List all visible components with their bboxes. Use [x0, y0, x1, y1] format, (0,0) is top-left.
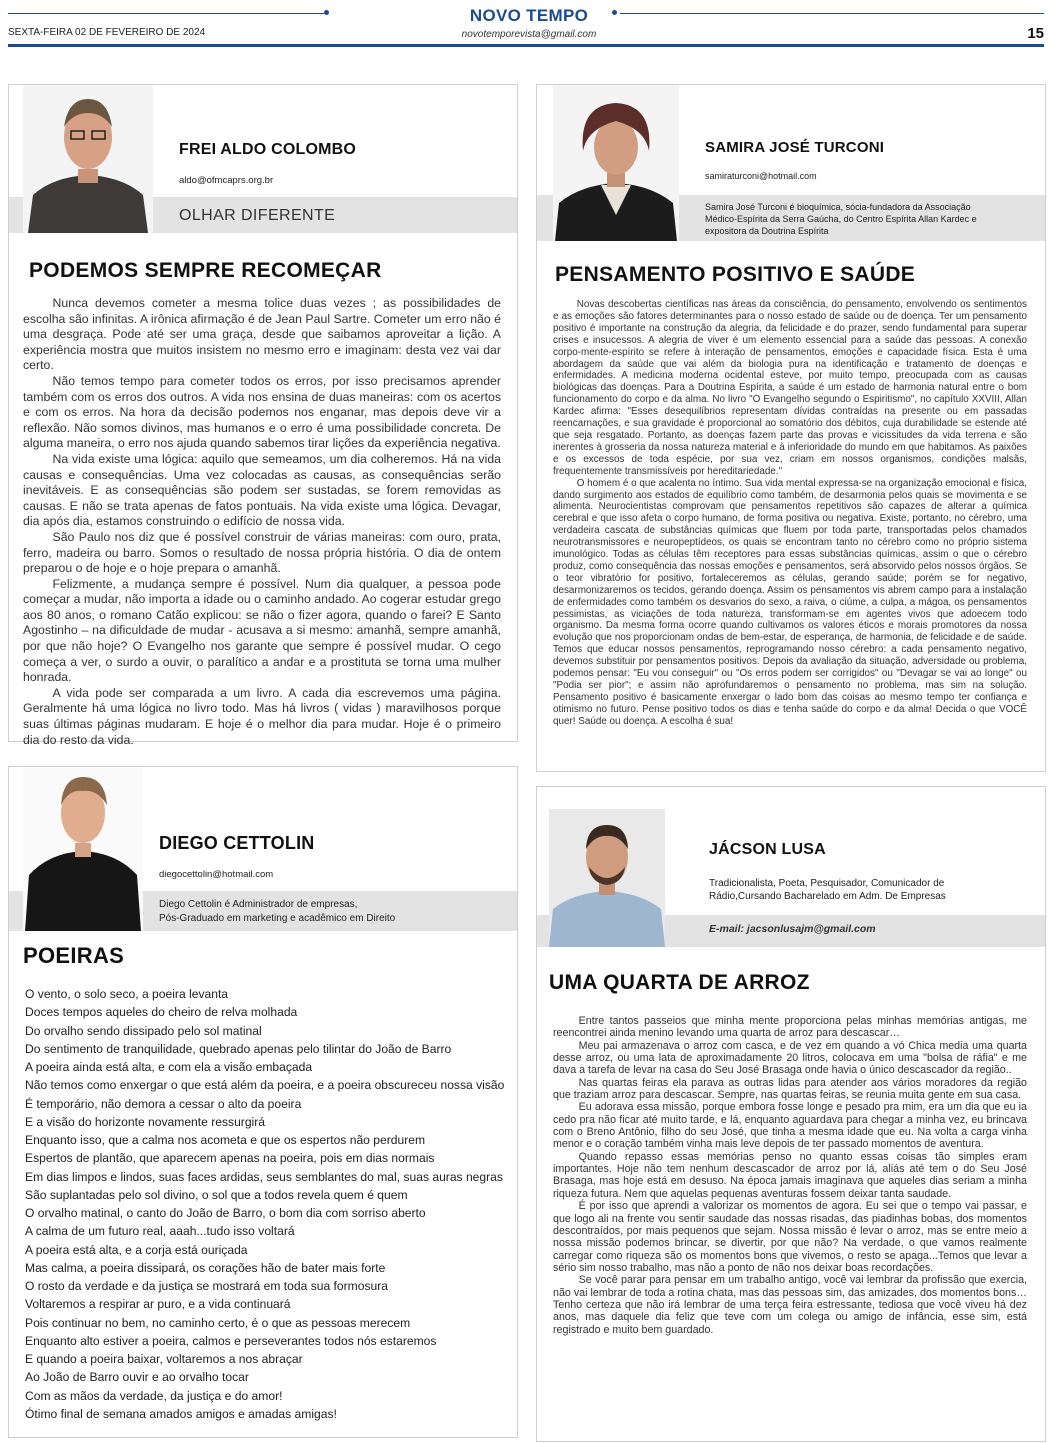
paragraph: A vida pode ser comparada a um livro. A cada dia escrevemos uma página. Geralmente há uma lógica no livro todo. Mas há livros ( vidas ) maravilhosos porque suas últimas páginas mudaram. E hoje é o melhor dia para mudar. Hoje é o primeiro dia do resto da vida. — [23, 685, 501, 747]
author-bio: Samira José Turconi é bioquímica, sócia-fundadora da Associação Médico-Espírita da Serra Gaúcha, do Centro Espírita Allan Kardec e expositora da Doutrina Espírita — [705, 202, 977, 236]
poem-line: Ótimo final de semana amados amigos e amadas amigas! — [25, 1406, 337, 1421]
paragraph: Nas quartas feiras ela parava as outras lidas para atender aos vários moradores da região que traziam arroz para descascar. Sempre, nas quartas feiras, se reunia muita gente em sua casa. — [553, 1076, 1027, 1102]
poem-line: A poeira ainda está alta, e com ela a visão embaçada — [25, 1060, 313, 1074]
poem-line: A poeira está alta, e a corja está ouriçada — [25, 1242, 248, 1257]
article-jacson — [536, 786, 1046, 1442]
author-bio-line: Diego Cettolin é Administrador de empresas, — [159, 899, 358, 910]
author-name: FREI ALDO COLOMBO — [179, 141, 357, 158]
paragraph: Se você parar para pensar em um trabalho antigo, você vai lembrar da profissão que exercia, não vai lembrar de toda a rotina chata, mas das pessoas sim, das amizades, dos momentos bons…Tenho certeza que não irá lembrar de uma terça feira estressante, tediosa que você viveu há dez anos, mas daquele dia feliz que teve com um colega ou amigo de infância, esse sim, está registrado e muito bem guardado. — [553, 1274, 1027, 1336]
section-title: OLHAR DIFERENTE — [179, 207, 336, 224]
paragraph: O homem é o que acalenta no íntimo. Sua vida mental expressa-se na organização emocional e física, dando surgimento aos estados de equilíbrio como também, de desarmonia pelos quais se movimenta e se alimenta. Neurocientistas comprovam que pensamentos repetitivos são capazes de alterar a química cerebral e que isso afeta o corpo humano, de forma positiva ou negativa. Existe, portanto, no cérebro, uma verdadeira cascata de substâncias químicas que fluem por toda parte, transportadas pelos chamados neurotransmissores e neuropeptídeos, os quais se encontram tanto no cérebro como no próprio sistema imunológico. Todas as células têm receptores para essas substâncias químicas, assim o que o cérebro produz, como consequência das nossas emoções e pensamentos, será absorvido pelos nossos órgãos. Se o teor vibratório for positivo, fortaleceremos as células, gerando saúde; porém se for negativo, desarmonizaremos os tecidos, gerando doença. Assim os pensamentos vis abrem campo para a instalação de enfermidades como também os desvarios do sexo, a raiva, o ciúme, a culpa, a mágoa, os pensamentos pessimistas, as viciações de toda natureza, transformam-se em agentes vivos que adoecem todo organismo. Da mesma forma ocorre quando cultivamos os valores éticos e morais promotores da nossa evolução que nos proporcionam ondas de bem-estar, de esperança, de harmonia, de felicidade e de saúde. Temos que educar nossos pensamentos, reprogramando nosso cérebro: a cada pensamento negativo, devemos substituir por pensamentos positivos. Depois da avaliação da situação, adversidade ou problema, podemos pensar: "Eu vou conseguir" ou "Os erros podem ser corrigidos" ou "Devagar se vai ao longe" ou "Podia ser pior"; e assim não aprofundaremos o pensamento no problema, mas sim na solução. Pensamento positivo é basicamente enxergar o lado bom das coisas ao mesmo tempo ter confiança e otimismo no futuro. Pense positivo todos os dias e tenha saúde do corpo e da alma! Decida o que VOCÊ quer! Saúde ou doença. A escolha é sua! — [553, 477, 1027, 727]
newspaper-email[interactable]: novotemporevista@gmail.com — [461, 29, 597, 40]
poem-line: Mas calma, a poeira dissipará, os corações hão de bater mais forte — [25, 1260, 386, 1275]
poem-line: Enquanto alto estiver a poeira, calmos e perseverantes todos nós estaremos — [25, 1333, 437, 1348]
newspaper-title: NOVO TEMPO — [469, 6, 589, 25]
author-name: SAMIRA JOSÉ TURCONI — [705, 139, 885, 156]
article-diego — [8, 766, 518, 1438]
paragraph: Na vida existe uma lógica: aquilo que semeamos, um dia colheremos. Há na vida causas e consequências. Uma vez colocadas as causas, as consequências serão inevitáveis. E as consequências são podem ser sustadas, se forem removidas as causas. E não se trata apenas de fatos pontuais. Na vida existe uma lógica. Devagar, dia após dia, estamos construindo o edifício de nossa vida. — [23, 451, 501, 529]
poem-line: Em dias limpos e lindos, suas faces ardidas, seus semblantes do mal, suas auras negras — [25, 1169, 503, 1184]
article-body — [553, 299, 1027, 728]
page-number: 15 — [1027, 25, 1044, 42]
poem-line: E quando a poeira baixar, voltaremos a nos abraçar — [25, 1352, 303, 1366]
article-samira — [536, 84, 1046, 772]
poem-line: É temporário, não demora a cessar o alto da poeira — [25, 1096, 302, 1111]
author-photo-icon — [23, 85, 153, 233]
poem-body — [25, 985, 505, 1423]
author-name: JÁCSON LUSA — [709, 841, 826, 858]
author-name: DIEGO CETTOLIN — [159, 833, 315, 853]
poem-line: O orvalho matinal, o canto do João de Barro, o bom dia com sorriso aberto — [25, 1206, 426, 1220]
author-email[interactable]: E-mail: jacsonlusajm@gmail.com — [709, 923, 876, 935]
author-bio: Tradicionalista, Poeta, Pesquisador, Comunicador de Rádio,Cursando Bacharelado em Adm. De Empresas — [709, 878, 946, 902]
paragraph: São Paulo nos diz que é possível construir de várias maneiras: com ouro, prata, ferro, madeira ou barro. Somos o resultado de nossa própria história. O dia de ontem preparou o de hoje e o hoje prepara o amanhã. — [23, 529, 501, 576]
paragraph: Entre tantos passeios que minha mente proporciona pelas minhas memórias antigas, me reencontrei ainda menino levando uma quarta de arroz para descascar… — [553, 1015, 1027, 1040]
poem-line: E a visão do horizonte novamente ressurgirá — [25, 1114, 265, 1129]
poem-line: Não temos como enxergar o que está além da poeira, e a poeira obscureceu nossa visão — [25, 1078, 505, 1093]
poem-line: A calma de um futuro real, aaah...tudo isso voltará — [25, 1224, 295, 1239]
paragraph: Eu adorava essa missão, porque embora fosse longe e pesado pra mim, era um dia que eu ia cedo pra não ficar até muito tarde, e lá, enquanto aguardava para chegar a minha vez, eu brincava com o Breno Antônio, filho do seu José, que tinha a mesma idade que eu. Na volta a carga vinha menor e o coração também vinha mais leve depois de ter passado momentos de aventura. — [553, 1101, 1027, 1151]
paragraph: Novas descobertas científicas nas áreas da consciência, do pensamento, envolvendo os sentimentos e as emoções são fatores determinantes para o nosso estado de saúde ou de doença. Ter um pensamento positivo é importante na construção da alegria, da felicidade e do prazer, sendo fundamental para superar crises e insucessos. A alegria de viver é um elemento essencial para a saúde das pessoas. A conexão corpo-mente-espírito se refere à interação de pensamentos, emoções e capacidade física. Esta é uma abordagem da saúde que vai além da biologia pura na identificação e tratamento de doenças e enfermidades. A medicina moderna ocidental esteve, por muito tempo, preocupada com as causas biológicas das doenças. Para a Doutrina Espírita, a saúde é um estado de harmonia natural entre o bom funcionamento do corpo e da alma. No livro "O Evangelho segundo o Espiritismo", no capítulo XXVIII, Allan Kardec afirma: "Esses desequilíbrios representam dívidas contraídas na presente ou em passadas reencarnações, e sua gravidade é proporcional ao somatório dos débitos, cuja durabilidade se estende até que seja resgatado. Portanto, as doenças fazem parte das provas e vicissitudes da vida terrena e são inerentes à grosseria da nossa natureza material e à inferioridade do mundo em que habitamos. As paixões e os excessos de toda espécie, por sua vez, criam em nossos organismos, condições malsãs, frequentemente transmissíveis por hereditariedade." — [553, 299, 1027, 477]
article-body — [553, 1015, 1027, 1336]
poem-line: Voltaremos a respirar ar puro, e a vida continuará — [25, 1297, 291, 1312]
paragraph: Nunca devemos cometer a mesma tolice duas vezes ; as possibilidades de escolha são infinitas. A irônica afirmação é de Jean Paul Sartre. Cometer um erro não é uma desgraça. Pode até ser uma graça, desde que saibamos aproveitar a lição. A experiência mostra que muitos insistem no mesmo erro e imaginam: desta vez vai dar certo. — [23, 296, 501, 373]
poem-line: O vento, o solo seco, a poeira levanta — [25, 987, 229, 1001]
author-photo-icon — [549, 809, 665, 947]
paragraph: Quando repasso essas memórias penso no quanto essas coisas tão simples eram importantes. Hoje não tem nenhum descascador de arroz por lá, aliás até tem o do Seu José Brasaga, mas hoje está em desuso. Na época jamais imaginava que aqueles dias seriam a minha riqueza futura. Nem que aquelas pequenas aventuras fossem deixar tanta saudade. — [553, 1150, 1027, 1200]
poem-line: Espertos de plantão, que aparecem apenas na poeira, pois em dias normais — [25, 1151, 435, 1166]
article-headline: PODEMOS SEMPRE RECOMEÇAR — [29, 259, 382, 282]
poem-line: São suplantadas pelo sol divino, o sol que a todos revela quem é quem — [25, 1187, 408, 1202]
paragraph: Felizmente, a mudança sempre é possível. Num dia qualquer, a pessoa pode começar a mudar, não importa a idade ou o caminho andado. Ao cogerar estudar grego aos 80 anos, o romano Catão explicou: se não o fizer agora, quando o farei? E Santo Agostinho – na dificuldade de mudar - acusava a si mesmo: amanhã, sempre amanhã, por que não hoje? O Evangelho nos garante que sempre é possível mudar. O cego começa a ver, o surdo a ouvir, o paralítico a andar e a prostituta se torna uma mulher honrada. — [23, 576, 501, 685]
author-photo-icon — [23, 767, 143, 931]
paragraph: É por isso que aprendi a valorizar os momentos de agora. Eu sei que o tempo vai passar, e que logo ali na frente vou sentir saudade das nossas risadas, das piadinhas bobas, dos momentos descontraídos, por mais pequenos que sejam. Nossa missão é levar o arroz, mas se entre meio a nossa missão podemos brincar, se divertir, por que não? Na verdade, o que vamos realmente carregar como riqueza são os momentos bons que vivemos, o resto se apaga...Temos que levar a sério sim nosso trabalho, mas não a ponto de não nos deixar boas recordações. — [553, 1200, 1027, 1274]
header-rule — [8, 44, 1044, 47]
article-body — [23, 296, 501, 748]
author-email[interactable]: diegocettolin@hotmail.com — [159, 869, 274, 880]
author-email[interactable]: aldo@ofmcaprs.org.br — [179, 175, 274, 186]
paragraph: Não temos tempo para cometer todos os erros, por isso precisamos aprender também com os erros dos outros. A vida nos ensina de duas maneiras: com os acertos e com os erros. Na hora da decisão podemos nos enganar, mas depois deve vir a reflexão. Não somos divinos, mas humanos e o erro é uma possibilidade concreta. De alguma maneira, o erro nos ajuda quando sabemos tirar lições da experiência negativa. — [23, 373, 501, 451]
poem-line: Do sentimento de tranquilidade, quebrado apenas pelo tilintar do João de Barro — [25, 1041, 452, 1056]
poem-line: Doces tempos aqueles do cheiro de relva molhada — [25, 1005, 298, 1020]
paragraph: Meu pai armazenava o arroz com casca, e de vez em quando a vó Chica media uma quarta desse arroz, ou uma lata de aproximadamente 20 litros, colocava em uma "bolsa de ráfia" e me dava a tarefa de levar na casa do Seu José Brasaga onde havia o único descascador da região.. — [553, 1039, 1027, 1077]
article-headline: UMA QUARTA DE ARROZ — [549, 971, 810, 994]
author-email[interactable]: samiraturconi@hotmail.com — [705, 171, 817, 181]
poem-line: Pois continuar no bem, no caminho certo, é o que as pessoas merecem — [25, 1315, 411, 1330]
issue-date: SEXTA-FEIRA 02 DE FEVEREIRO DE 2024 — [8, 27, 206, 38]
poem-line: Do orvalho sendo dissipado pelo sol matinal — [25, 1023, 262, 1038]
article-headline: PENSAMENTO POSITIVO E SAÚDE — [555, 263, 916, 286]
poem-line: Com as mãos da verdade, da justiça e do amor! — [25, 1388, 283, 1403]
poem-line: Enquanto isso, que a calma nos acometa e que os espertos não perdurem — [25, 1133, 426, 1147]
article-headline: POEIRAS — [23, 943, 125, 968]
article-frei-aldo — [8, 84, 518, 747]
poem-line: O rosto da verdade e da justiça se mostrará em toda sua formosura — [25, 1279, 388, 1293]
author-photo-icon — [553, 85, 679, 241]
poem-line: Ao João de Barro ouvir e ao orvalho tocar — [25, 1370, 249, 1385]
author-bio-line: Pós-Graduado em marketing e acadêmico em Direito — [159, 913, 396, 924]
